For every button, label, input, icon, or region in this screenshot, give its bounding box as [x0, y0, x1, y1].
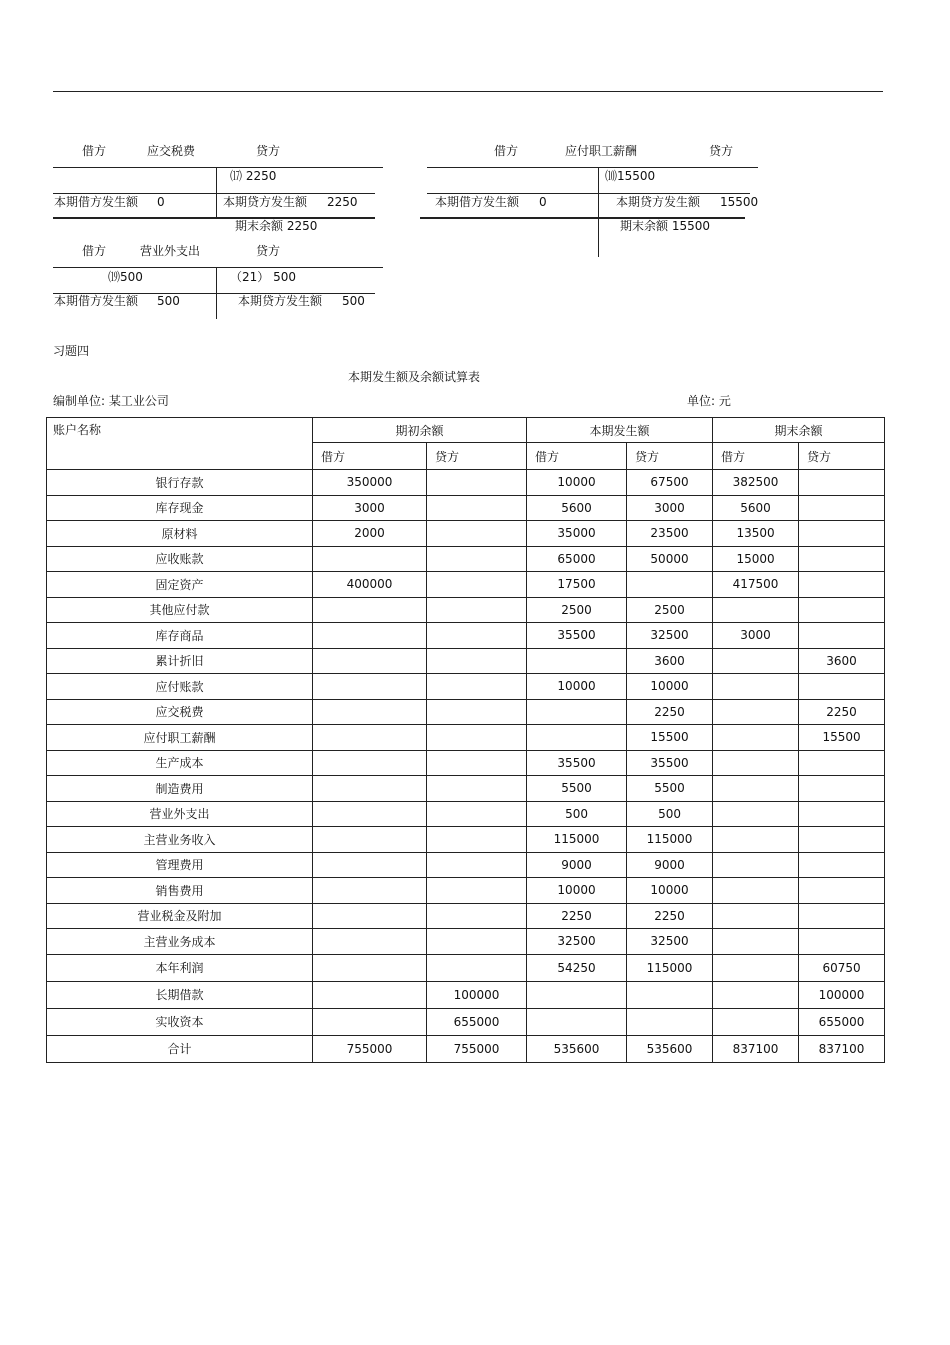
- period-credit-cell: 535600: [627, 1035, 713, 1062]
- opening-credit-cell: [427, 929, 527, 955]
- exercise-title: 习题四: [53, 344, 90, 358]
- table-row: [47, 929, 885, 955]
- period-debit-cell: 35000: [527, 521, 627, 547]
- closing-debit-cell: [713, 699, 799, 725]
- opening-debit-cell: 755000: [313, 1035, 427, 1062]
- credit-total: 2250: [327, 195, 358, 209]
- credit-label: 贷方: [256, 144, 281, 158]
- closing-credit-cell: 100000: [799, 981, 885, 1008]
- period-credit-cell: 2250: [627, 699, 713, 725]
- opening-debit-cell: [313, 852, 427, 878]
- debit-label: 借方: [82, 244, 107, 258]
- account-name-cell: 主营业务收入: [47, 827, 313, 853]
- period-credit-cell: 2250: [627, 903, 713, 929]
- credit-total: 500: [342, 294, 365, 308]
- account-name-cell: 营业外支出: [47, 801, 313, 827]
- closing-credit-cell: [799, 674, 885, 700]
- closing-credit-cell: [799, 572, 885, 598]
- period-credit-cell: 3600: [627, 648, 713, 674]
- t-top-line: [427, 167, 758, 168]
- closing-debit-cell: [713, 929, 799, 955]
- period-debit-cell: 10000: [527, 674, 627, 700]
- table-row: [47, 954, 885, 981]
- period-credit-cell: 115000: [627, 954, 713, 981]
- opening-credit-cell: [427, 572, 527, 598]
- table-row: [47, 750, 885, 776]
- t-total-rule: [53, 217, 375, 219]
- table-row: [47, 699, 885, 725]
- credit-total-label: 本期贷方发生额: [238, 294, 323, 308]
- opening-credit-cell: [427, 725, 527, 751]
- opening-debit-cell: [313, 903, 427, 929]
- account-name-cell: 库存商品: [47, 623, 313, 649]
- account-title: 应付职工薪酬: [565, 144, 638, 158]
- account-name-cell: 本年利润: [47, 954, 313, 981]
- trial-balance-table: [46, 417, 885, 1063]
- table-row: [47, 623, 885, 649]
- opening-credit-cell: [427, 903, 527, 929]
- period-debit-cell: 54250: [527, 954, 627, 981]
- period-credit-cell: 67500: [627, 470, 713, 496]
- t-center-line: [598, 167, 599, 257]
- period-credit-cell: 9000: [627, 852, 713, 878]
- account-name-cell: 应付账款: [47, 674, 313, 700]
- closing-debit-cell: [713, 878, 799, 904]
- table-row: [47, 852, 885, 878]
- closing-credit-cell: [799, 623, 885, 649]
- period-credit-cell: 35500: [627, 750, 713, 776]
- t-top-line: [53, 167, 383, 168]
- period-credit-cell: 115000: [627, 827, 713, 853]
- opening-credit-cell: [427, 674, 527, 700]
- period-debit-cell: [527, 648, 627, 674]
- period-debit-cell: 65000: [527, 546, 627, 572]
- debit-label: 借方: [494, 144, 519, 158]
- opening-debit-cell: 350000: [313, 470, 427, 496]
- opening-debit-cell: [313, 776, 427, 802]
- closing-debit-cell: [713, 954, 799, 981]
- account-name-cell: 银行存款: [47, 470, 313, 496]
- period-debit-cell: [527, 725, 627, 751]
- closing-credit-cell: 3600: [799, 648, 885, 674]
- period-debit-cell: 500: [527, 801, 627, 827]
- closing-debit-cell: [713, 827, 799, 853]
- closing-debit-cell: [713, 981, 799, 1008]
- table-row: [47, 470, 885, 496]
- closing-credit-cell: [799, 878, 885, 904]
- closing-credit-cell: [799, 903, 885, 929]
- closing-credit-cell: 2250: [799, 699, 885, 725]
- period-debit-cell: 115000: [527, 827, 627, 853]
- opening-credit-cell: [427, 623, 527, 649]
- debit-total-label: 本期借方发生额: [435, 195, 520, 209]
- total-row: [47, 1035, 885, 1062]
- account-name-cell: 原材料: [47, 521, 313, 547]
- opening-debit-cell: 2000: [313, 521, 427, 547]
- closing-debit-cell: [713, 776, 799, 802]
- account-name-cell: 主营业务成本: [47, 929, 313, 955]
- credit-entry: ⑽15500: [605, 169, 656, 183]
- credit-total-label: 本期贷方发生额: [223, 195, 308, 209]
- closing-debit-cell: 15000: [713, 546, 799, 572]
- account-name-cell: 库存现金: [47, 495, 313, 521]
- closing-credit-cell: 655000: [799, 1008, 885, 1035]
- t-rule: [427, 193, 750, 194]
- closing-debit-cell: [713, 1008, 799, 1035]
- table-row: [47, 597, 885, 623]
- period-credit-cell: 32500: [627, 623, 713, 649]
- credit-entry: ⒄ 2250: [230, 169, 277, 183]
- period-credit-cell: [627, 981, 713, 1008]
- opening-debit-cell: [313, 750, 427, 776]
- closing-credit-cell: [799, 521, 885, 547]
- period-debit-cell: 10000: [527, 470, 627, 496]
- period-credit-cell: 10000: [627, 878, 713, 904]
- opening-debit-cell: [313, 674, 427, 700]
- opening-credit-cell: [427, 470, 527, 496]
- opening-credit-cell: [427, 699, 527, 725]
- debit-total: 500: [157, 294, 180, 308]
- table-row: [47, 546, 885, 572]
- period-credit-cell: 10000: [627, 674, 713, 700]
- header-credit: 贷方: [799, 443, 885, 470]
- t-top-line: [53, 267, 383, 268]
- account-name-cell: 营业税金及附加: [47, 903, 313, 929]
- opening-credit-cell: [427, 878, 527, 904]
- opening-debit-cell: [313, 597, 427, 623]
- table-row: [47, 801, 885, 827]
- closing-debit-cell: 13500: [713, 521, 799, 547]
- debit-total: 0: [539, 195, 547, 209]
- credit-label: 贷方: [256, 244, 281, 258]
- opening-debit-cell: [313, 623, 427, 649]
- top-rule: [53, 91, 883, 92]
- debit-total: 0: [157, 195, 165, 209]
- period-debit-cell: 32500: [527, 929, 627, 955]
- closing-credit-cell: [799, 495, 885, 521]
- opening-credit-cell: [427, 776, 527, 802]
- period-debit-cell: [527, 1008, 627, 1035]
- account-name-cell: 合计: [47, 1035, 313, 1062]
- opening-credit-cell: 655000: [427, 1008, 527, 1035]
- debit-entry: ⒆500: [108, 270, 143, 284]
- opening-debit-cell: [313, 1008, 427, 1035]
- credit-total-label: 本期贷方发生额: [616, 195, 701, 209]
- opening-credit-cell: [427, 495, 527, 521]
- table-row: [47, 776, 885, 802]
- opening-credit-cell: [427, 954, 527, 981]
- period-debit-cell: 35500: [527, 623, 627, 649]
- period-debit-cell: 5500: [527, 776, 627, 802]
- closing-debit-cell: [713, 725, 799, 751]
- opening-debit-cell: [313, 878, 427, 904]
- opening-debit-cell: [313, 981, 427, 1008]
- header-debit: 借方: [313, 443, 427, 470]
- table-row: [47, 903, 885, 929]
- header-debit: 借方: [713, 443, 799, 470]
- header-credit: 贷方: [627, 443, 713, 470]
- account-name-cell: 制造费用: [47, 776, 313, 802]
- period-credit-cell: 15500: [627, 725, 713, 751]
- period-debit-cell: 17500: [527, 572, 627, 598]
- closing-credit-cell: 837100: [799, 1035, 885, 1062]
- closing-debit-cell: [713, 597, 799, 623]
- closing-debit-cell: [713, 903, 799, 929]
- table-row: [47, 827, 885, 853]
- period-credit-cell: 5500: [627, 776, 713, 802]
- opening-debit-cell: [313, 725, 427, 751]
- period-debit-cell: [527, 699, 627, 725]
- opening-credit-cell: [427, 597, 527, 623]
- opening-debit-cell: [313, 699, 427, 725]
- period-credit-cell: 50000: [627, 546, 713, 572]
- closing-debit-cell: 417500: [713, 572, 799, 598]
- period-credit-cell: 2500: [627, 597, 713, 623]
- table-title: 本期发生额及余额试算表: [348, 370, 481, 384]
- period-debit-cell: [527, 981, 627, 1008]
- debit-total-label: 本期借方发生额: [54, 195, 139, 209]
- closing-credit-cell: [799, 827, 885, 853]
- period-debit-cell: 2500: [527, 597, 627, 623]
- closing-debit-cell: [713, 852, 799, 878]
- header-period-amount: 本期发生额: [527, 418, 713, 443]
- table-row: [47, 648, 885, 674]
- opening-debit-cell: [313, 801, 427, 827]
- table-row: [47, 725, 885, 751]
- table-row: [47, 521, 885, 547]
- opening-credit-cell: [427, 648, 527, 674]
- closing-balance: 期末余额 2250: [235, 219, 318, 233]
- opening-debit-cell: 400000: [313, 572, 427, 598]
- account-name-cell: 应交税费: [47, 699, 313, 725]
- header-opening-balance: 期初余额: [313, 418, 527, 443]
- debit-label: 借方: [82, 144, 107, 158]
- period-credit-cell: 32500: [627, 929, 713, 955]
- closing-debit-cell: 5600: [713, 495, 799, 521]
- account-name-cell: 应收账款: [47, 546, 313, 572]
- opening-credit-cell: 755000: [427, 1035, 527, 1062]
- period-debit-cell: 5600: [527, 495, 627, 521]
- credit-total: 15500: [720, 195, 759, 209]
- account-name-cell: 应付职工薪酬: [47, 725, 313, 751]
- opening-credit-cell: [427, 827, 527, 853]
- account-name-cell: 其他应付款: [47, 597, 313, 623]
- closing-credit-cell: [799, 852, 885, 878]
- opening-credit-cell: [427, 521, 527, 547]
- closing-credit-cell: [799, 750, 885, 776]
- credit-label: 贷方: [709, 144, 734, 158]
- table-row: [47, 674, 885, 700]
- period-credit-cell: [627, 572, 713, 598]
- period-debit-cell: 535600: [527, 1035, 627, 1062]
- opening-credit-cell: [427, 852, 527, 878]
- table-row: [47, 981, 885, 1008]
- closing-credit-cell: [799, 597, 885, 623]
- opening-debit-cell: [313, 929, 427, 955]
- closing-debit-cell: [713, 750, 799, 776]
- closing-credit-cell: 15500: [799, 725, 885, 751]
- t-rule: [53, 193, 375, 194]
- account-name-cell: 管理费用: [47, 852, 313, 878]
- account-title: 应交税费: [147, 144, 196, 158]
- table-row: [47, 495, 885, 521]
- account-name-cell: 生产成本: [47, 750, 313, 776]
- closing-credit-cell: 60750: [799, 954, 885, 981]
- period-debit-cell: 9000: [527, 852, 627, 878]
- header-debit: 借方: [527, 443, 627, 470]
- closing-debit-cell: 3000: [713, 623, 799, 649]
- account-name-cell: 固定资产: [47, 572, 313, 598]
- credit-entry: （21） 500: [230, 270, 296, 284]
- debit-total-label: 本期借方发生额: [54, 294, 139, 308]
- period-credit-cell: [627, 1008, 713, 1035]
- currency-unit: 单位: 元: [687, 394, 731, 408]
- opening-debit-cell: [313, 648, 427, 674]
- table-row: [47, 572, 885, 598]
- closing-credit-cell: [799, 801, 885, 827]
- closing-credit-cell: [799, 546, 885, 572]
- closing-debit-cell: 382500: [713, 470, 799, 496]
- table-row: [47, 878, 885, 904]
- opening-credit-cell: [427, 750, 527, 776]
- closing-debit-cell: [713, 801, 799, 827]
- opening-credit-cell: [427, 546, 527, 572]
- header-account-name: 账户名称: [47, 418, 313, 470]
- account-name-cell: 累计折旧: [47, 648, 313, 674]
- opening-debit-cell: [313, 827, 427, 853]
- closing-credit-cell: [799, 470, 885, 496]
- closing-debit-cell: 837100: [713, 1035, 799, 1062]
- period-debit-cell: 35500: [527, 750, 627, 776]
- opening-debit-cell: [313, 546, 427, 572]
- preparer-unit: 编制单位: 某工业公司: [53, 394, 169, 408]
- opening-debit-cell: [313, 954, 427, 981]
- closing-credit-cell: [799, 929, 885, 955]
- header-closing-balance: 期末余额: [713, 418, 885, 443]
- table-row: [47, 1008, 885, 1035]
- period-credit-cell: 3000: [627, 495, 713, 521]
- header-row-1: [47, 418, 885, 443]
- header-credit: 贷方: [427, 443, 527, 470]
- closing-debit-cell: [713, 648, 799, 674]
- closing-credit-cell: [799, 776, 885, 802]
- closing-debit-cell: [713, 674, 799, 700]
- opening-credit-cell: [427, 801, 527, 827]
- opening-credit-cell: 100000: [427, 981, 527, 1008]
- period-credit-cell: 500: [627, 801, 713, 827]
- account-name-cell: 长期借款: [47, 981, 313, 1008]
- account-title: 营业外支出: [140, 244, 201, 258]
- period-debit-cell: 10000: [527, 878, 627, 904]
- period-debit-cell: 2250: [527, 903, 627, 929]
- account-name-cell: 实收资本: [47, 1008, 313, 1035]
- period-credit-cell: 23500: [627, 521, 713, 547]
- closing-balance: 期末余额 15500: [620, 219, 710, 233]
- opening-debit-cell: 3000: [313, 495, 427, 521]
- account-name-cell: 销售费用: [47, 878, 313, 904]
